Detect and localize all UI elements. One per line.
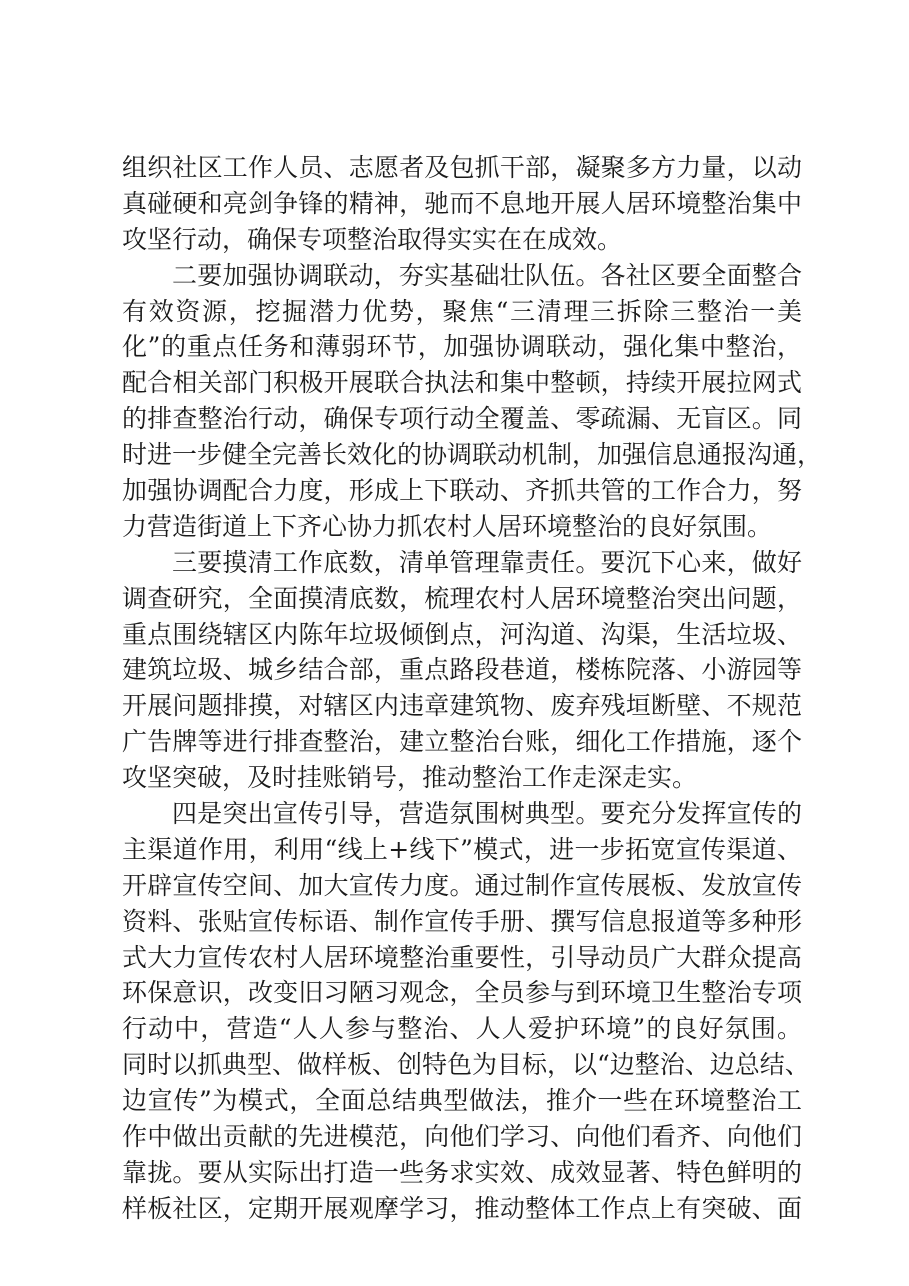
text-line: 边宣传”为模式，全面总结典型做法，推介一些在环境整治工 xyxy=(122,1086,802,1116)
text-line: 化”的重点任务和薄弱环节，加强协调联动，强化集中整治， xyxy=(122,332,802,362)
text-line: 靠拢。要从实际出打造一些务求实效、成效显著、特色鲜明的 xyxy=(122,1157,802,1187)
text-line: 二要加强协调联动，夯实基础壮队伍。各社区要全面整合 xyxy=(172,260,802,290)
text-line: 环保意识，改变旧习陋习观念，全员参与到环境卫生整治专项 xyxy=(122,978,802,1008)
text-line: 资料、张贴宣传标语、制作宣传手册、撰写信息报道等多种形 xyxy=(122,906,802,936)
text-line: 调查研究，全面摸清底数，梳理农村人居环境整治突出问题， xyxy=(122,583,802,613)
text-line: 开辟宣传空间、加大宣传力度。通过制作宣传展板、发放宣传 xyxy=(122,870,802,900)
text-line: 广告牌等进行排查整治，建立整治台账，细化工作措施，逐个 xyxy=(122,727,802,757)
text-line: 组织社区工作人员、志愿者及包抓干部，凝聚多方力量，以动 xyxy=(122,153,802,182)
text-line: 有效资源，挖掘潜力优势，聚焦“三清理三拆除三整治一美 xyxy=(122,296,802,326)
text-line: 配合相关部门积极开展联合执法和集中整顿，持续开展拉网式 xyxy=(122,368,802,398)
text-line: 式大力宣传农村人居环境整治重要性，引导动员广大群众提高 xyxy=(122,942,802,972)
text-line: 时进一步健全完善长效化的协调联动机制，加强信息通报沟通， xyxy=(122,440,823,470)
body-text xyxy=(122,150,823,1227)
text-line: 加强协调配合力度，形成上下联动、齐抓共管的工作合力，努 xyxy=(122,476,802,506)
text-line: 开展问题排摸，对辖区内违章建筑物、废弃残垣断壁、不规范 xyxy=(122,691,802,721)
text-line: 样板社区，定期开展观摩学习，推动整体工作点上有突破、面 xyxy=(122,1193,802,1223)
text-line: 力营造街道上下齐心协力抓农村人居环境整治的良好氛围。 xyxy=(122,511,773,541)
text-line: 行动中，营造“人人参与整治、人人爱护环境”的良好氛围。 xyxy=(122,1014,802,1044)
text-line: 重点围绕辖区内陈年垃圾倾倒点，河沟道、沟渠，生活垃圾、 xyxy=(122,619,802,649)
text-line: 建筑垃圾、城乡结合部，重点路段巷道，楼栋院落、小游园等 xyxy=(122,655,802,685)
text-line: 攻坚行动，确保专项整治取得实实在在成效。 xyxy=(122,224,623,254)
text-line: 主渠道作用，利用“线上+线下”模式，进一步拓宽宣传渠道、 xyxy=(122,834,802,864)
text-line: 三要摸清工作底数，清单管理靠责任。要沉下心来，做好 xyxy=(172,547,802,577)
text-line: 同时以抓典型、做样板、创特色为目标，以“边整治、边总结、 xyxy=(122,1050,810,1080)
text-line: 真碰硬和亮剑争锋的精神，驰而不息地开展人居环境整治集中 xyxy=(122,188,802,218)
text-line: 的排查整治行动，确保专项行动全覆盖、零疏漏、无盲区。同 xyxy=(122,404,802,434)
text-line: 攻坚突破，及时挂账销号，推动整治工作走深走实。 xyxy=(122,763,698,793)
text-line: 四是突出宣传引导，营造氛围树典型。要充分发挥宣传的 xyxy=(172,799,802,829)
text-line: 作中做出贡献的先进模范，向他们学习、向他们看齐、向他们 xyxy=(122,1122,802,1152)
